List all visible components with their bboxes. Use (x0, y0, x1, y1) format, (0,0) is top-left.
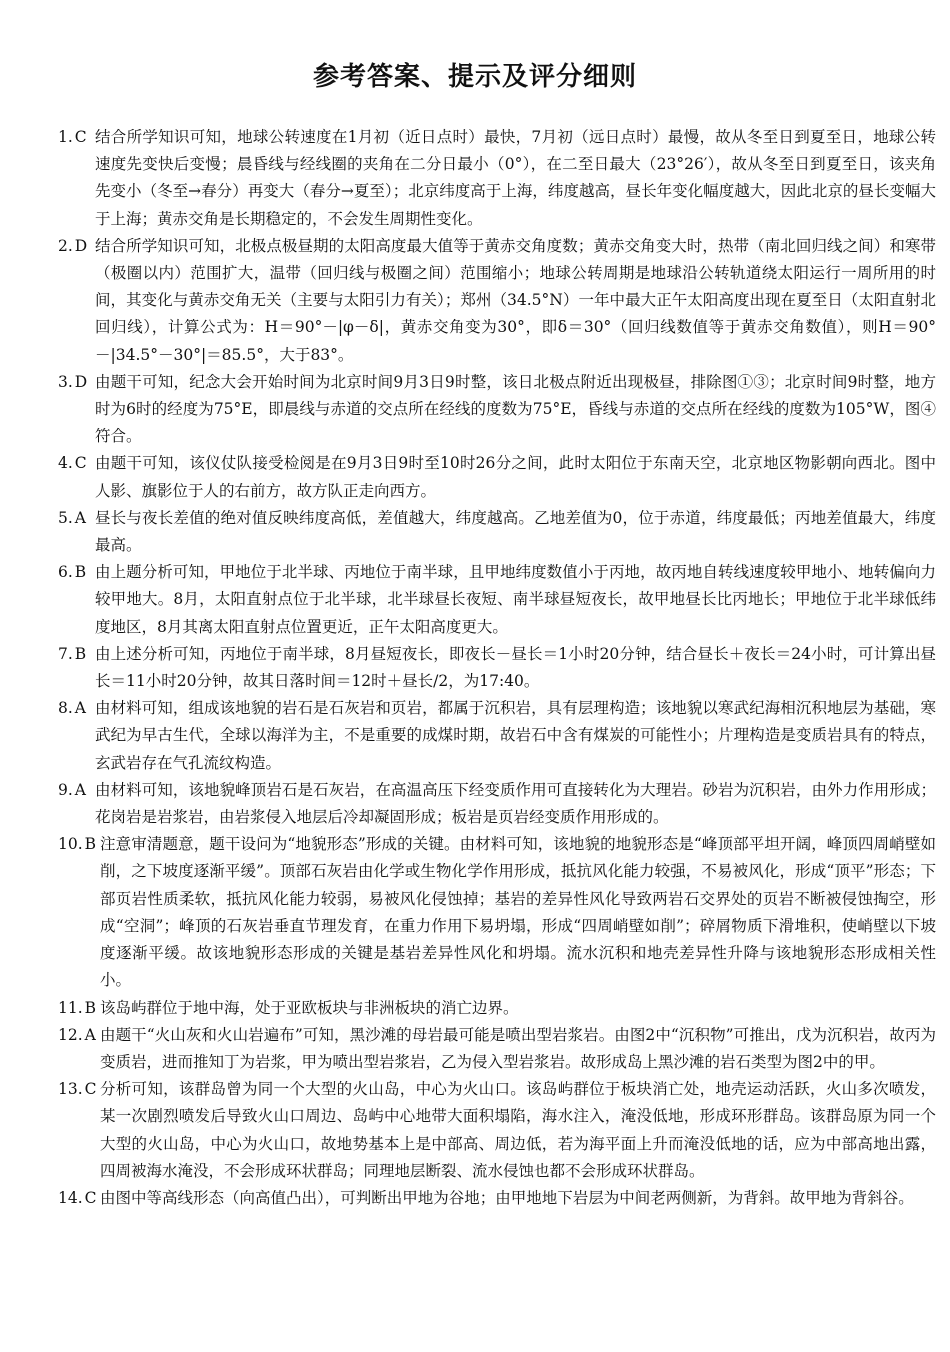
answer-explanation: 由上题分析可知，甲地位于北半球、丙地位于南半球，且甲地纬度数值小于丙地，故丙地自转线速度较甲地小、地转偏向力较甲地大。8月，太阳直射点位于北半球，北半球昼长夜短、南半球昼短夜长，故甲地昼长比丙地长；甲地位于北半球低纬度地区，8月其离太阳直射点位置更近，正午太阳高度更大。 (95, 563, 936, 636)
answer-number: 2. (58, 236, 73, 255)
answer-explanation: 由图中等高线形态（向高值凸出），可判断出甲地为谷地；由甲地地下岩层为中间老两侧新，为背斜。故甲地为背斜谷。 (100, 1188, 914, 1207)
answer-explanation: 昼长与夜长差值的绝对值反映纬度高低，差值越大，纬度越高。乙地差值为0，位于赤道，纬度最低；丙地差值最大，纬度最高。 (95, 508, 936, 555)
page-title: 参考答案、提示及评分细则 (312, 62, 637, 92)
answer-item (58, 450, 936, 504)
answer-explanation: 分析可知，该群岛曾为同一个大型的火山岛，中心为火山口。该岛屿群位于板块消亡处，地壳运动活跃，火山多次喷发，某一次剧烈喷发后导致火山口周边、岛屿中心地带大面积塌陷，海水注入，淹没低地，形成环形群岛。该群岛原为同一个大型的火山岛，中心为火山口，故地势基本上是中部高、周边低，若为海平面上升而淹没低地的话，应为中部高地出露，四周被海水淹没，不会形成环状群岛；同理地层断裂、流水侵蚀也都不会形成环状群岛。 (100, 1080, 936, 1180)
answer-key: B (74, 644, 87, 663)
answer-explanation: 注意审清题意，题干设问为“地貌形态”形成的关键。由材料可知，该地貌的地貌形态是“峰顶部平坦开阔，峰顶四周峭壁如削，之下坡度逐渐平缓”。顶部石灰岩由化学或生物化学作用形成，抵抗风化能力较强，不易被风化，形成“顶平”形态；下部页岩性质柔软，抵抗风化能力较弱，易被风化侵蚀掉；基岩的差异性风化导致两岩石交界处的页岩不断被侵蚀掏空，形成“空洞”；峰顶的石灰岩垂直节理发育，在重力作用下易坍塌，形成“四周峭壁如削”；碎屑物质下滑堆积，使峭壁以下坡度逐渐平缓。故该地貌形态形成的关键是基岩差异性风化和坍塌。流水沉积和地壳差异性升降与该地貌形态形成相关性小。 (100, 835, 936, 990)
answer-item (58, 1185, 936, 1212)
answer-item (58, 505, 936, 559)
answer-number: 13. (58, 1080, 83, 1099)
answer-explanation: 由材料可知，该地貌峰顶岩石是石灰岩，在高温高压下经变质作用可直接转化为大理岩。砂岩为沉积岩，由外力作用形成；花岗岩是岩浆岩，由岩浆侵入地层后冷却凝固形成；板岩是页岩经变质作用形成的。 (95, 780, 936, 827)
answer-key: C (84, 1188, 97, 1207)
answer-key: B (84, 835, 97, 854)
answer-item (58, 641, 936, 695)
answer-key: A (84, 1025, 96, 1044)
answer-explanation: 由题干“火山灰和火山岩遍布”可知，黑沙滩的母岩最可能是喷出型岩浆岩。由图2中“沉积物”可推出，戊为沉积岩，故丙为变质岩，进而推知丁为岩浆，甲为喷出型岩浆岩，乙为侵入型岩浆岩。故形成岛上黑沙滩的岩石类型为图2中的甲。 (100, 1025, 936, 1071)
answer-number: 12. (58, 1025, 83, 1044)
answer-number: 5. (58, 508, 73, 527)
answer-explanation: 由题干可知，纪念大会开始时间为北京时间9月3日9时整，该日北极点附近出现极昼，排除图①③；北京时间9时整，地方时为6时的经度为75°E，即晨线与赤道的交点所在经线的度数为75°E，昏线与赤道的交点所在经线的度数为105°W，图④符合。 (95, 372, 936, 446)
answer-explanation: 由上述分析可知，丙地位于南半球，8月昼短夜长，即夜长－昼长＝1小时20分钟，结合昼长＋夜长＝24小时，可计算出昼长＝11小时20分钟，故其日落时间＝12时＋昼长/2，为17:40。 (95, 644, 936, 691)
answer-item (58, 559, 936, 641)
answer-explanation: 该岛屿群位于地中海，处于亚欧板块与非洲板块的消亡边界。 (100, 998, 519, 1017)
answer-number: 11. (58, 998, 83, 1017)
answer-key: D (74, 372, 88, 391)
answer-key: D (74, 236, 88, 255)
answer-item (58, 233, 936, 369)
answer-item (58, 995, 936, 1022)
answer-number: 1. (58, 128, 73, 146)
answer-number: 8. (58, 699, 73, 718)
answer-key: B (84, 998, 97, 1017)
answer-number: 10. (58, 835, 83, 854)
answer-number: 7. (58, 644, 73, 663)
answer-key: A (74, 508, 86, 527)
answer-key: A (74, 780, 86, 799)
answer-key: A (74, 699, 86, 718)
answer-item (58, 124, 936, 233)
answer-item (58, 1022, 936, 1076)
answer-item (58, 369, 936, 451)
answer-number: 6. (58, 563, 73, 582)
answer-key: B (74, 563, 87, 582)
answer-item (58, 777, 936, 831)
answer-explanation: 结合所学知识可知，北极点极昼期的太阳高度最大值等于黄赤交角度数；黄赤交角变大时，热带（南北回归线之间）和寒带（极圈以内）范围扩大，温带（回归线与极圈之间）范围缩小；地球公转周期是地球沿公转轨道绕太阳运行一周所用的时间，其变化与黄赤交角无关（主要与太阳引力有关）；郑州（34.5°N）一年中最大正午太阳高度出现在夏至日（太阳直射北回归线），计算公式为：H＝90°－|φ－δ|，黄赤交角变为30°，即δ＝30°（回归线数值等于黄赤交角数值），则H＝90°－|34.5°－30°|＝85.5°，大于83°。 (95, 236, 936, 364)
answer-number: 4. (58, 454, 73, 473)
answer-list (58, 124, 936, 1212)
answer-explanation: 结合所学知识可知，地球公转速度在1月初（近日点时）最快，7月初（远日点时）最慢，故从冬至日到夏至日，地球公转速度先变快后变慢；晨昏线与经线圈的夹角在二分日最小（0°），在二至日最大（23°26′），故从冬至日到夏至日，该夹角先变小（冬至→春分）再变大（春分→夏至）；北京纬度高于上海，纬度越高，昼长年变化幅度越大，因此北京的昼长变幅大于上海；黄赤交角是长期稳定的，不会发生周期性变化。 (95, 128, 936, 228)
answer-key: C (74, 128, 87, 146)
answer-key: C (84, 1080, 97, 1099)
answer-number: 9. (58, 780, 73, 799)
answer-item (58, 1076, 936, 1185)
answer-explanation: 由题干可知，该仪仗队接受检阅是在9月3日9时至10时26分之间，此时太阳位于东南天空，北京地区物影朝向西北。图中人影、旗影位于人的右前方，故方队正走向西方。 (95, 454, 936, 500)
answer-number: 14. (58, 1188, 83, 1207)
answer-key: C (74, 454, 87, 473)
answer-item (58, 695, 936, 777)
answer-explanation: 由材料可知，组成该地貌的岩石是石灰岩和页岩，都属于沉积岩，具有层理构造；该地貌以寒武纪海相沉积地层为基础，寒武纪为早古生代，全球以海洋为主，不是重要的成煤时期，故岩石中含有煤炭的可能性小；片理构造是变质岩具有的特点，玄武岩存在气孔流纹构造。 (95, 699, 936, 772)
answer-item (58, 831, 936, 994)
answer-number: 3. (58, 372, 73, 391)
